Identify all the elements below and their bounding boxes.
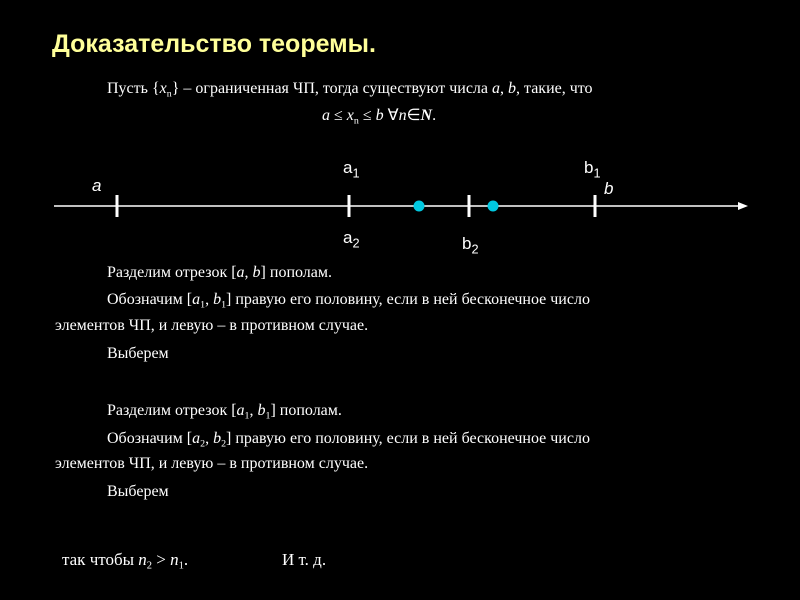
dot: . bbox=[432, 107, 437, 124]
label-a2-base: a bbox=[343, 228, 353, 247]
forall-symbol: ∀ bbox=[383, 107, 399, 124]
p1l1-pre: Разделим отрезок [ bbox=[107, 264, 237, 281]
p1l1-b: b bbox=[252, 264, 261, 281]
para2-line3: элементов ЧП, и левую – в противном случае. bbox=[55, 455, 369, 472]
ineq-n: n bbox=[398, 107, 407, 124]
p1l2-a: a bbox=[192, 291, 201, 308]
footer-sub-2: 2 bbox=[146, 560, 153, 572]
label-a2-sub: 2 bbox=[352, 235, 360, 251]
p1l2-post: ] правую его половину, если в ней бесконечное число bbox=[226, 291, 590, 308]
p1l1-post: ] пополам. bbox=[260, 264, 332, 281]
label-a1 bbox=[343, 158, 360, 181]
label-b2-sub: 2 bbox=[471, 241, 479, 257]
p2l1-a: a bbox=[236, 402, 245, 419]
label-b2-base: b bbox=[462, 234, 472, 253]
p2l2-b: b bbox=[213, 430, 222, 447]
le-symbol: ≤ bbox=[330, 107, 347, 124]
label-b bbox=[604, 179, 613, 199]
label-a-text: a bbox=[92, 176, 102, 195]
var-x: x bbox=[159, 80, 167, 97]
footer-gt: > bbox=[152, 550, 171, 569]
ineq-sub-n: n bbox=[353, 115, 359, 127]
label-b2 bbox=[462, 234, 479, 257]
p1l2-a-sub: 1 bbox=[200, 299, 206, 311]
p2l1-a-sub: 1 bbox=[244, 410, 250, 422]
footer-pre: так чтобы bbox=[62, 550, 139, 569]
p2l2-sep: , bbox=[205, 430, 214, 447]
footer-condition bbox=[62, 550, 188, 570]
p1l1-a: a bbox=[236, 264, 245, 281]
brace-open: { bbox=[151, 80, 160, 97]
le-symbol-2: ≤ bbox=[358, 107, 376, 124]
brace-close: } bbox=[171, 80, 180, 97]
intro-tail-text: , такие, что bbox=[516, 80, 593, 97]
footer-n-2: n bbox=[170, 550, 179, 569]
ineq-x: x bbox=[346, 107, 354, 124]
intro-word-pust: Пусть bbox=[107, 80, 148, 97]
para1-line3: элементов ЧП, и левую – в противном случае. bbox=[55, 317, 369, 334]
var-a: a bbox=[492, 80, 500, 97]
label-a bbox=[92, 176, 101, 196]
p2l2-a-sub: 2 bbox=[200, 438, 206, 450]
label-a1-sub: 1 bbox=[352, 165, 360, 181]
intro-mid-text: – ограниченная ЧП, тогда существуют числа bbox=[179, 80, 492, 97]
p1l2-pre: Обозначим [ bbox=[107, 291, 193, 308]
para2-line4: Выберем bbox=[107, 483, 169, 500]
label-b1-sub: 1 bbox=[593, 165, 601, 181]
p2l2-post: ] правую его половину, если в ней бесконечное число bbox=[226, 430, 590, 447]
p2l1-sep: , bbox=[249, 402, 258, 419]
p1l2-b-sub: 1 bbox=[221, 299, 227, 311]
ineq-b: b bbox=[375, 107, 384, 124]
element-of-symbol: ∈ bbox=[406, 107, 421, 124]
p2l1-post: ] пополам. bbox=[270, 402, 342, 419]
p2l2-a: a bbox=[192, 430, 201, 447]
label-b-text: b bbox=[604, 179, 614, 198]
para1-line4: Выберем bbox=[107, 345, 169, 362]
p2l1-b: b bbox=[257, 402, 266, 419]
footer-dot: . bbox=[183, 550, 189, 569]
footer-n: n bbox=[138, 550, 147, 569]
label-b1 bbox=[584, 158, 601, 181]
label-b1-base: b bbox=[584, 158, 594, 177]
natural-numbers-N: N bbox=[420, 107, 433, 124]
slide-title: Доказательство теоремы. bbox=[52, 30, 376, 58]
p1l1-sep: , bbox=[244, 264, 253, 281]
p2l1-b-sub: 1 bbox=[265, 410, 271, 422]
ineq-a: a bbox=[322, 107, 330, 124]
p1l2-sep: , bbox=[205, 291, 214, 308]
p2l1-pre: Разделим отрезок [ bbox=[107, 402, 237, 419]
footer-sub-1: 1 bbox=[178, 560, 184, 572]
label-a1-base: a bbox=[343, 158, 353, 177]
sequence-point-1 bbox=[414, 201, 425, 212]
p2l2-pre: Обозначим [ bbox=[107, 430, 193, 447]
comma: , bbox=[500, 80, 508, 97]
var-b: b bbox=[508, 80, 516, 97]
para2-line2 bbox=[107, 429, 590, 449]
sequence-point-2 bbox=[488, 201, 499, 212]
p1l2-b: b bbox=[213, 291, 222, 308]
p2l2-b-sub: 2 bbox=[221, 438, 227, 450]
axis-arrow-icon bbox=[738, 202, 748, 210]
footer-etc: И т. д. bbox=[282, 550, 327, 569]
para2-line1 bbox=[107, 401, 342, 421]
sub-n: n bbox=[166, 88, 172, 100]
label-a2 bbox=[343, 228, 360, 251]
para1-line2 bbox=[107, 290, 590, 310]
para1-line1 bbox=[107, 263, 332, 283]
